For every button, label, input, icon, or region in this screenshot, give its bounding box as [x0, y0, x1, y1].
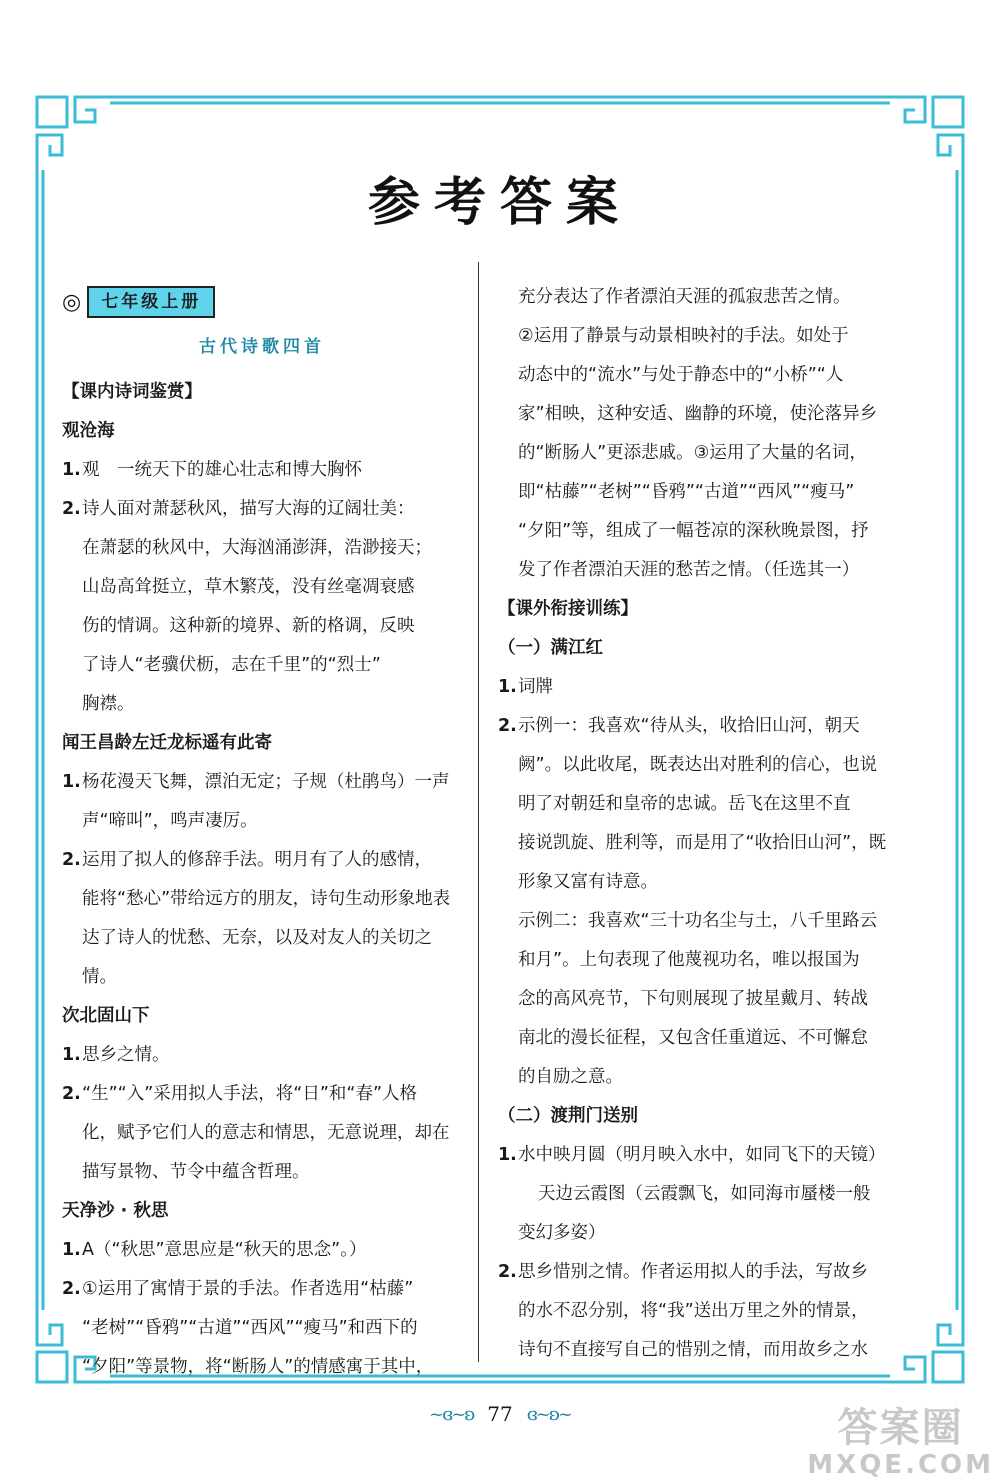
- answer-line: 南北的漫长征程，又包含任重道远、不可懈怠: [518, 1028, 868, 1048]
- answer-line: 发了作者漂泊天涯的愁苦之情。（任选其一）: [518, 560, 860, 580]
- poem-title: 观沧海: [62, 421, 115, 441]
- answer-line: 念的高风亮节，下句则展现了披星戴月、转战: [518, 989, 868, 1009]
- answer-text: 词牌: [518, 677, 553, 697]
- answer-line: 动态中的“流水”与处于静态中的“小桥”“人: [518, 365, 844, 385]
- answer-line: 变幻多姿）: [518, 1223, 606, 1243]
- answer-item: [498, 668, 903, 707]
- answer-line: 的自励之意。: [518, 1067, 623, 1087]
- poem-title: 天净沙 · 秋思: [62, 1201, 169, 1221]
- answer-line: 运用了拟人的修辞手法。明月有了人的感情，: [82, 850, 432, 870]
- watermark-url: MXQE.COM: [807, 1450, 994, 1480]
- answer-item: [62, 1231, 462, 1270]
- poem-title: 次北固山下: [62, 1006, 150, 1026]
- answer-item: [62, 451, 462, 490]
- answer-line: 家”相映，这种安适、幽静的环境，使沦落异乡: [518, 404, 878, 424]
- answer-line: 声“啼叫”，鸣声凄厉。: [82, 811, 258, 831]
- answer-item: [498, 1253, 903, 1370]
- answer-item: [62, 841, 462, 997]
- answer-number: 2.: [498, 1262, 517, 1282]
- column-divider: [478, 262, 479, 1362]
- answer-line: “夕阳”等景物，将“断肠人”的情感寓于其中，: [82, 1357, 434, 1377]
- poem-title: （一）满江红: [498, 638, 603, 658]
- answer-line: 胸襟。: [82, 694, 135, 714]
- left-column: [62, 282, 462, 1387]
- answer-line: 接说凯旋、胜利等，而是用了“收拾旧山河”，既: [518, 833, 887, 853]
- answer-line: 阙”。以此收尾，既表达出对胜利的信心，也说: [518, 755, 878, 775]
- grade-label: 七年级上册: [87, 286, 215, 318]
- answer-line: 明了对朝廷和皇帝的忠诚。岳飞在这里不直: [518, 794, 851, 814]
- answer-number: 1.: [498, 677, 517, 697]
- answer-line: “夕阳”等，组成了一幅苍凉的深秋晚景图，抒: [518, 521, 869, 541]
- answer-item: [62, 490, 462, 724]
- answer-line: 诗句不直接写自己的惜别之情，而用故乡之水: [518, 1340, 868, 1360]
- answer-line: 诗人面对萧瑟秋风，描写大海的辽阔壮美：: [82, 499, 415, 519]
- heading-extension: 【课外衔接训练】: [498, 599, 638, 619]
- answer-item: [62, 1075, 462, 1192]
- answer-line: 能将“愁心”带给远方的朋友，诗句生动形象地表: [82, 889, 451, 909]
- answer-line: 和月”。上句表现了他蔑视功名，唯以报国为: [518, 950, 860, 970]
- answer-text: A（“秋思”意思应是“秋天的思念”。）: [82, 1240, 367, 1260]
- answer-line: 了诗人“老骥伏枥，志在千里”的“烈士”: [82, 655, 381, 675]
- answer-item: [62, 763, 462, 841]
- poem-title: 闻王昌龄左迁龙标遥有此寄: [62, 733, 272, 753]
- page-title: 参考答案: [367, 172, 632, 233]
- heading-in-class: 【课内诗词鉴赏】: [62, 382, 202, 402]
- answer-line: 山岛高耸挺立，草木繁茂，没有丝毫凋衰感: [82, 577, 415, 597]
- answer-line: 形象又富有诗意。: [518, 872, 658, 892]
- answer-number: 1.: [62, 772, 81, 792]
- answer-text: 观 一统天下的雄心壮志和博大胸怀: [82, 460, 362, 480]
- answer-line: 杨花漫天飞舞，漂泊无定；子规（杜鹃鸟）一声: [82, 772, 450, 792]
- answer-line: 思乡惜别之情。作者运用拟人的手法，写故乡: [518, 1262, 868, 1282]
- answer-number: 1.: [498, 1145, 517, 1165]
- answer-item: [62, 1036, 462, 1075]
- answer-item: [498, 707, 903, 1097]
- page-number: 77: [487, 1402, 513, 1426]
- answer-number: 2.: [498, 716, 517, 736]
- watermark-logo: 答案圈: [837, 1405, 964, 1451]
- answer-line: 在萧瑟的秋风中，大海汹涌澎湃，浩渺接天；: [82, 538, 432, 558]
- answer-item: [62, 1270, 462, 1387]
- answer-line: 描写景物、节令中蕴含哲理。: [82, 1162, 310, 1182]
- swirl-ornament-icon: ɞ~ʚ~: [526, 1403, 571, 1425]
- answer-number: 2.: [62, 1084, 81, 1104]
- answer-line: 伤的情调。这种新的境界、新的格调，反映: [82, 616, 415, 636]
- answer-line: ①运用了寓情于景的手法。作者选用“枯藤”: [82, 1279, 414, 1299]
- swirl-ornament-icon: ~ɞ~ʚ: [429, 1403, 474, 1425]
- answer-line: 水中映月圆（明月映入水中，如同飞下的天镜）: [518, 1145, 886, 1165]
- target-icon: ◎: [62, 289, 82, 315]
- answer-item: [498, 1136, 903, 1253]
- answer-line: “老树”“昏鸦”“古道”“西风”“瘦马”和西下的: [82, 1318, 418, 1338]
- answer-line: ②运用了静景与动景相映衬的手法。如处于: [518, 326, 849, 346]
- answer-number: 1.: [62, 1045, 81, 1065]
- answer-number: 1.: [62, 1240, 81, 1260]
- answer-number: 1.: [62, 460, 81, 480]
- answer-line: 天边云霞图（云霞飘飞，如同海市蜃楼一般: [538, 1184, 871, 1204]
- answer-line: 的水不忍分别，将“我”送出万里之外的情景，: [518, 1301, 869, 1321]
- answer-text: 思乡之情。: [82, 1045, 170, 1065]
- answer-number: 2.: [62, 1279, 81, 1299]
- answer-line: 示例一：我喜欢“待从头，收拾旧山河，朝天: [518, 716, 860, 736]
- section-title: 古代诗歌四首: [199, 337, 325, 357]
- answer-line: 充分表达了作者漂泊天涯的孤寂悲苦之情。: [518, 287, 851, 307]
- answer-line: 化，赋予它们人的意志和情思，无意说理，却在: [82, 1123, 450, 1143]
- watermark: [807, 1406, 994, 1480]
- answer-line: 示例二：我喜欢“三十功名尘与土，八千里路云: [518, 911, 878, 931]
- answer-line: “生”“入”采用拟人手法，将“日”和“春”人格: [82, 1084, 418, 1104]
- grade-tag: [62, 282, 462, 322]
- poem-title: （二）渡荆门送别: [498, 1106, 638, 1126]
- answer-number: 2.: [62, 850, 81, 870]
- right-column: [498, 278, 903, 1370]
- answer-line: 的“断肠人”更添悲戚。③运用了大量的名词，: [518, 443, 867, 463]
- answer-line: 达了诗人的忧愁、无奈，以及对友人的关切之情。: [82, 928, 432, 987]
- answer-number: 2.: [62, 499, 81, 519]
- answer-line: 即“枯藤”“老树”“昏鸦”“古道”“西风”“瘦马”: [518, 482, 855, 502]
